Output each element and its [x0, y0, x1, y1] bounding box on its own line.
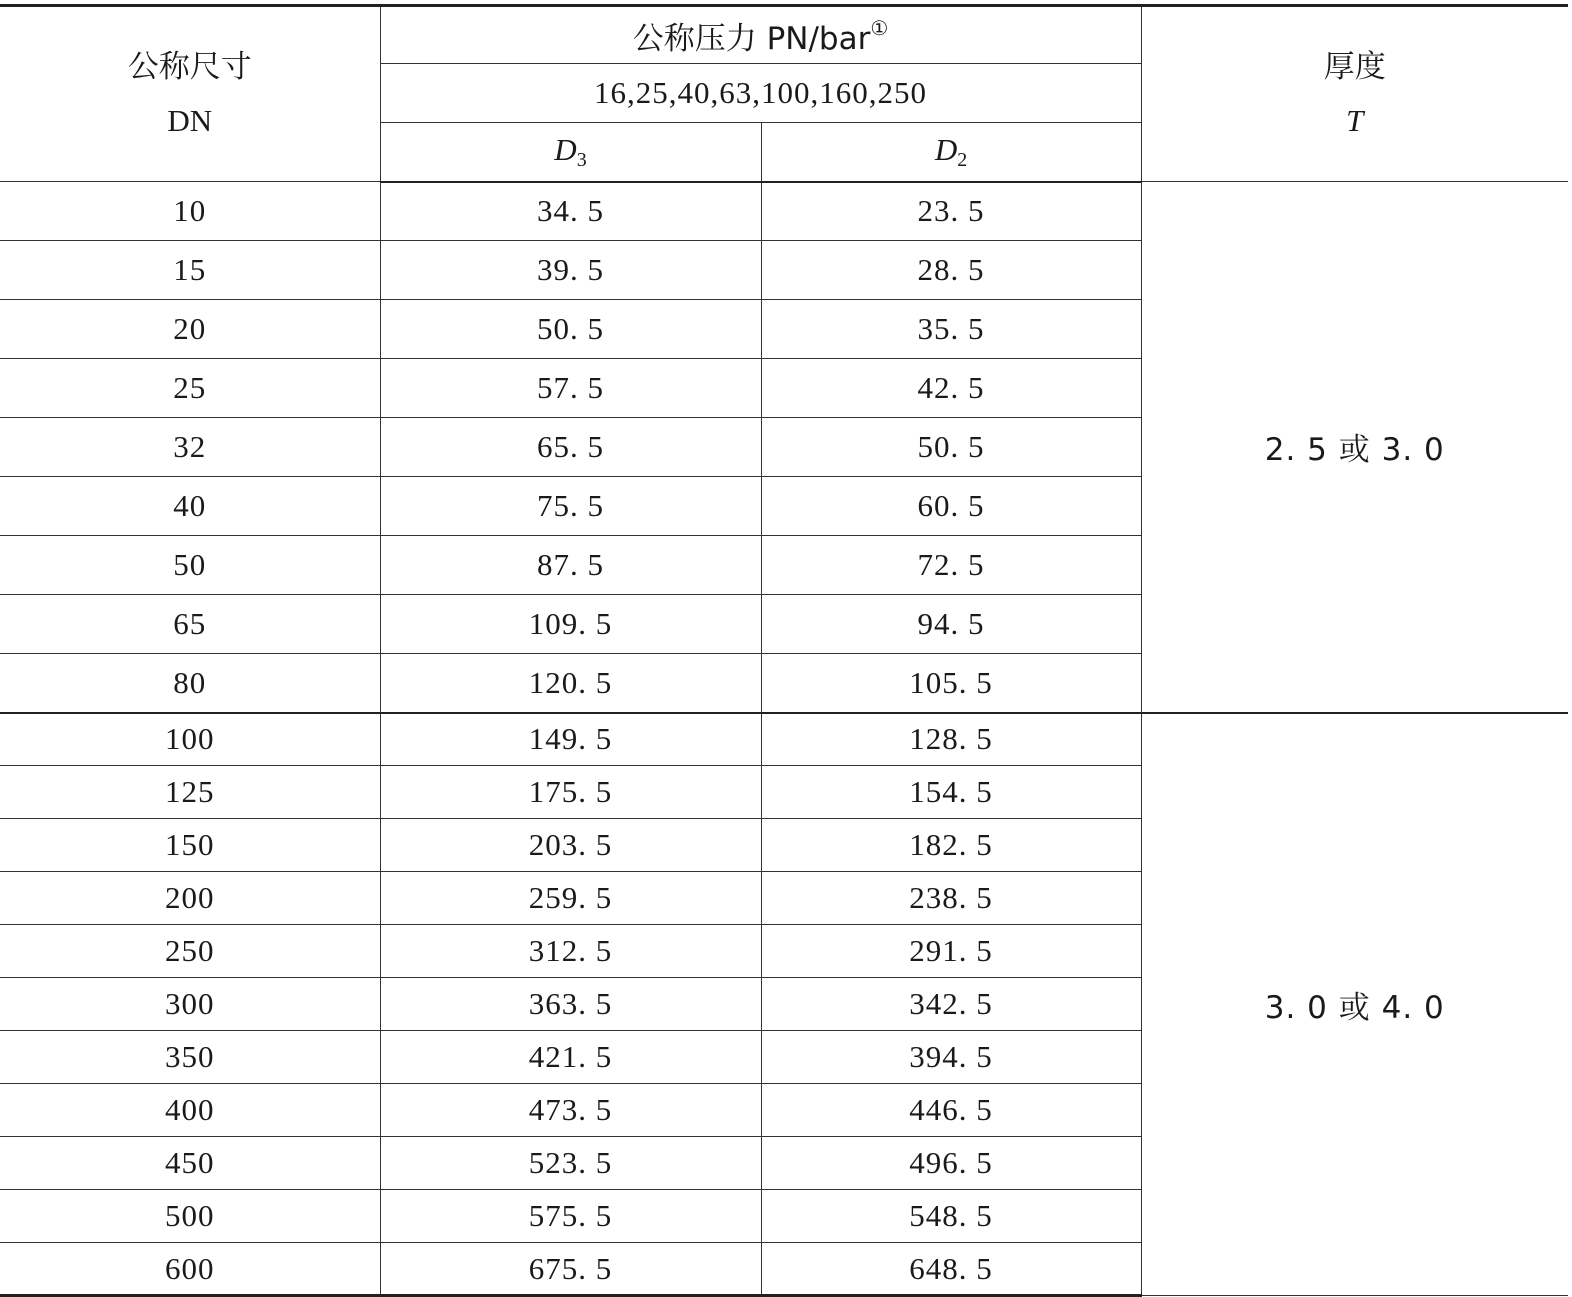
thickness-header-label: 厚度 — [1323, 48, 1386, 85]
pn-header — [380, 6, 1141, 64]
dn-cell: 25 — [0, 359, 380, 418]
d3-cell: 87. 5 — [380, 536, 761, 595]
d2-cell: 648. 5 — [761, 1243, 1141, 1296]
dn-cell: 80 — [0, 654, 380, 713]
d3-subscript: 3 — [576, 148, 587, 171]
dn-cell: 250 — [0, 925, 380, 978]
d3-cell: 259. 5 — [380, 872, 761, 925]
table-body — [0, 182, 1568, 1296]
d2-cell: 238. 5 — [761, 872, 1141, 925]
dn-cell: 400 — [0, 1084, 380, 1137]
d3-cell: 175. 5 — [380, 766, 761, 819]
dn-cell: 300 — [0, 978, 380, 1031]
d2-cell: 50. 5 — [761, 418, 1141, 477]
thickness-cell: 2. 5 或 3. 0 — [1141, 182, 1568, 713]
thickness-cell: 3. 0 或 4. 0 — [1141, 713, 1568, 1296]
d2-cell: 35. 5 — [761, 300, 1141, 359]
d3-header — [380, 123, 761, 182]
dn-cell: 10 — [0, 182, 380, 241]
table-header — [0, 6, 1568, 182]
dn-header-label: 公称尺寸 — [127, 48, 252, 85]
d2-cell: 128. 5 — [761, 713, 1141, 766]
dn-cell: 32 — [0, 418, 380, 477]
dn-cell: 100 — [0, 713, 380, 766]
d2-cell: 23. 5 — [761, 182, 1141, 241]
d3-cell: 575. 5 — [380, 1190, 761, 1243]
pn-values: 16,25,40,63,100,160,250 — [380, 64, 1141, 123]
d3-cell: 57. 5 — [380, 359, 761, 418]
dn-header-symbol: DN — [167, 103, 213, 138]
d2-cell: 60. 5 — [761, 477, 1141, 536]
d2-cell: 342. 5 — [761, 978, 1141, 1031]
d3-cell: 312. 5 — [380, 925, 761, 978]
d3-cell: 120. 5 — [380, 654, 761, 713]
dn-cell: 125 — [0, 766, 380, 819]
d2-cell: 154. 5 — [761, 766, 1141, 819]
dn-cell: 500 — [0, 1190, 380, 1243]
d3-letter: D — [554, 131, 577, 167]
d2-cell: 548. 5 — [761, 1190, 1141, 1243]
d3-cell: 39. 5 — [380, 241, 761, 300]
d3-cell: 50. 5 — [380, 300, 761, 359]
dn-cell: 40 — [0, 477, 380, 536]
d3-cell: 149. 5 — [380, 713, 761, 766]
d3-cell: 363. 5 — [380, 978, 761, 1031]
d3-cell: 109. 5 — [380, 595, 761, 654]
dn-cell: 350 — [0, 1031, 380, 1084]
d2-cell: 446. 5 — [761, 1084, 1141, 1137]
d3-cell: 675. 5 — [380, 1243, 761, 1296]
d2-cell: 72. 5 — [761, 536, 1141, 595]
dn-cell: 15 — [0, 241, 380, 300]
d3-cell: 203. 5 — [380, 819, 761, 872]
d2-header — [761, 123, 1141, 182]
d2-cell: 182. 5 — [761, 819, 1141, 872]
dn-cell: 200 — [0, 872, 380, 925]
thickness-header-symbol: T — [1346, 103, 1364, 138]
pn-footnote-marker: ① — [870, 17, 889, 40]
dn-header — [0, 6, 380, 182]
d2-cell: 394. 5 — [761, 1031, 1141, 1084]
dn-cell: 50 — [0, 536, 380, 595]
d3-cell: 34. 5 — [380, 182, 761, 241]
dn-cell: 20 — [0, 300, 380, 359]
d3-cell: 421. 5 — [380, 1031, 761, 1084]
dn-cell: 600 — [0, 1243, 380, 1296]
d2-cell: 42. 5 — [761, 359, 1141, 418]
d2-subscript: 2 — [957, 148, 968, 171]
table-row — [0, 713, 1568, 766]
d2-cell: 496. 5 — [761, 1137, 1141, 1190]
d2-cell: 291. 5 — [761, 925, 1141, 978]
dn-cell: 450 — [0, 1137, 380, 1190]
pn-header-label: 公称压力 PN/bar — [632, 20, 871, 57]
d3-cell: 523. 5 — [380, 1137, 761, 1190]
d2-cell: 28. 5 — [761, 241, 1141, 300]
d2-cell: 105. 5 — [761, 654, 1141, 713]
d2-letter: D — [934, 131, 958, 167]
dn-cell: 65 — [0, 595, 380, 654]
d3-cell: 75. 5 — [380, 477, 761, 536]
dn-cell: 150 — [0, 819, 380, 872]
gasket-dimension-table — [0, 4, 1568, 1297]
d3-cell: 65. 5 — [380, 418, 761, 477]
d2-cell: 94. 5 — [761, 595, 1141, 654]
d3-cell: 473. 5 — [380, 1084, 761, 1137]
table-row — [0, 182, 1568, 241]
thickness-header — [1141, 6, 1568, 182]
